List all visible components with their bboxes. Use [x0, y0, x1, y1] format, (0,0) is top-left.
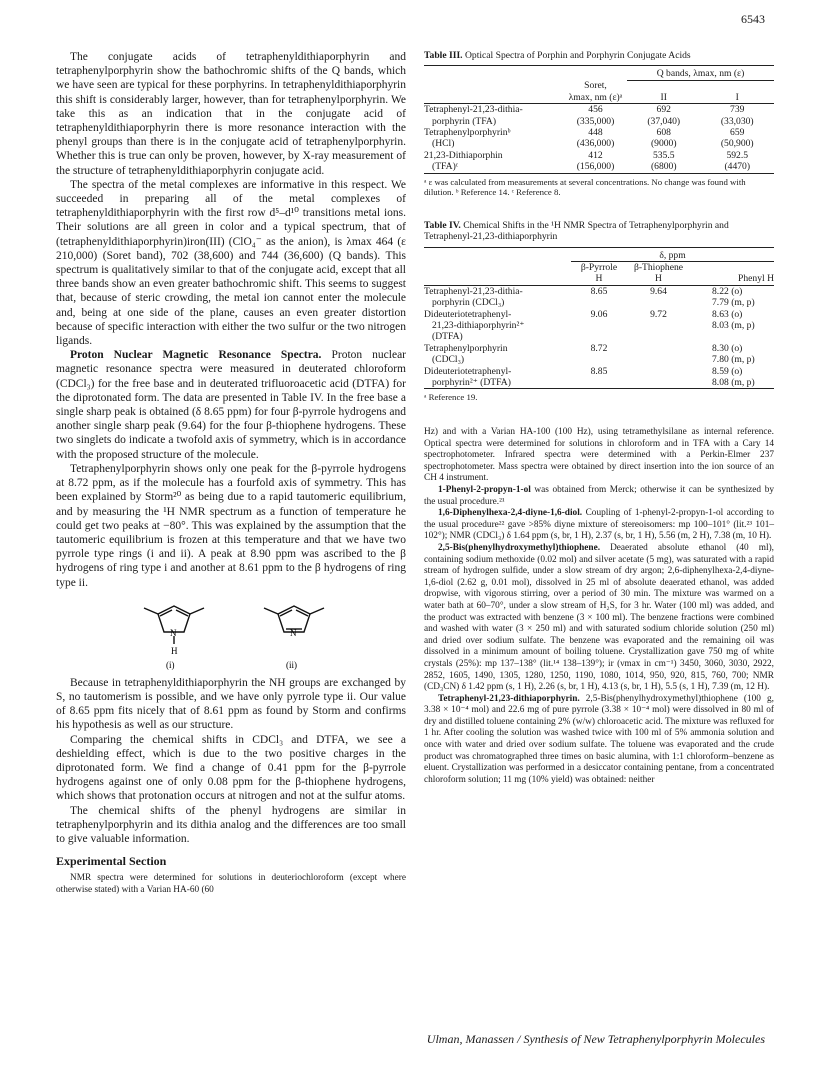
table-cell: 8.03 (m, p): [712, 320, 755, 331]
table-footnote: ᵃ ε was calculated from measurements at several concentrations. No change was found with dilution. ᵇ Reference 14. ᶜ Reference 8.: [424, 176, 746, 198]
compound-heading: 1-Phenyl-2-propyn-1-ol: [438, 485, 531, 495]
column-header: Q bands, λmax, nm (ε): [627, 66, 774, 80]
table-cell: 8.30 (o): [712, 342, 743, 354]
paragraph: [424, 485, 774, 508]
table-cell: 8.63 (o): [712, 308, 743, 320]
table-cell: Dideuteriotetraphenyl-: [424, 365, 512, 377]
table-cell: [627, 366, 690, 377]
table-cell: (HCl): [432, 138, 455, 150]
table-row: [424, 331, 774, 342]
table-label: Table III.: [424, 50, 463, 61]
table-cell: [571, 331, 627, 342]
table-cell: (156,000): [576, 161, 615, 173]
struct-ii-n: N: [290, 627, 297, 638]
column-header: Soret,: [584, 80, 607, 92]
right-column: [424, 50, 774, 786]
paragraph: [56, 348, 406, 462]
table-cell: [627, 343, 690, 354]
nmr-shifts-table: [424, 247, 774, 390]
table-cell: 21,23-Dithiaporphin: [424, 149, 503, 161]
table-cell: [627, 320, 690, 331]
column-header: I: [735, 91, 739, 103]
column-header: δ, ppm: [571, 247, 774, 261]
table-cell: (436,000): [576, 138, 615, 150]
paragraph: The spectra of the metal complexes are informative in this respect. We succeeded in preparing all of the metal complexes of tetraphenyldithiaporphyrin with the first row d⁵–d¹⁰ transitions metal ions. Their solutions are all green in color and a typical spectrum, that of (tetraphenyldithiaporphyrin)iron(III) (ClO₄⁻ as the anion), is λmax 464 (ε 210,000) (Soret band), 702 (38,600) and 744 (36,600) (Q bands). This spectrum is qualitatively similar to that of the conjugate acid, except that all three bands show an even greater bathochromic shift. This seems to suggest that, because of steric crowding, the metal ion cannot enter the molecule and, being at one side of the plane, causes an even greater distortion because of specific interaction with either the two sulfur or the two nitrogen ligands.: [56, 178, 406, 348]
table-row: [424, 104, 774, 116]
table-cell: Tetraphenyl-21,23-dithia-: [424, 104, 523, 116]
table-row: [424, 366, 774, 377]
paragraph: [424, 508, 774, 543]
paragraph: Comparing the chemical shifts in CDCl₃ and DTFA, we see a deshielding effect, which is due to the two positive charges in the diprotonated form. We find a change of 0.41 ppm for the β-pyrrole hydrogens against one of only 0.08 ppm for the β-thiophene hydrogens, which shows that protonation occurs at nitrogen and not at the sulfur atoms.: [56, 733, 406, 803]
table-cell: 9.06: [590, 308, 608, 320]
table-cell: 8.85: [590, 365, 608, 377]
column-header: H: [595, 273, 603, 285]
page-number: 6543: [741, 12, 765, 26]
table-cell: (6800): [650, 161, 677, 173]
table-cell: 692: [656, 104, 671, 116]
table-cell: 7.79 (m, p): [712, 297, 755, 309]
table-row: [424, 285, 774, 297]
table-cell: 7.80 (m, p): [712, 354, 755, 366]
table-cell: Dideuteriotetraphenyl-: [424, 308, 512, 320]
paragraph-text: Deaerated absolute ethanol (40 ml), containing sodium methoxide (0.02 mol) and silver acetate (5 mg), was saturated with a rapid stream of hydrogen sulfide, under a slow stream of dry argon; 2,6-diphenylhexa-2,4-diyne-1,6-diol (2.62 g, 0.01 mol), dissolved in 25 ml of absolute deaerated ethanol, was added dropwise, with vigorous stirring, over a period of 30 min. The mixture was warmed on a water bath at 60–70°, under a slow stream of H₂S, for 3 hr. Water (100 ml) was added, and the product was extracted with benzene (3 × 100 ml). The benzene fractions were combined and washed with water (3 × 250 ml) and with saturated sodium chloride solution (250 ml) and dried over sodium sulfate. The benzene was evaporated and the remaining oil was dissolved in a minimum amount of boiling toluene. Crystallization gave 750 mg of white crystals (25%): mp 137–138° (lit.¹⁴ 138–139°); ir (νmax in cm⁻¹) 3450, 3060, 3030, 2922, 2852, 1605, 1490, 1305, 1280, 1250, 1190, 1080, 1014, 950, 920, 815, 760, 700; NMR (CD₃CN) δ 1.42 ppm (s, 1 H), 2.26 (s, br, 1 H), 4.13 (s, br, 1 H), 5.5 (s, 1 H), 7.39 (m, 12 H).: [424, 542, 774, 693]
table-cell: 659: [730, 126, 745, 138]
table-cell: [571, 297, 627, 308]
table-cell: [571, 320, 627, 331]
table-cell: [627, 377, 690, 389]
compound-heading: 1,6-Diphenylhexa-2,4-diyne-1,6-diol.: [438, 508, 583, 519]
table-cell: (50,900): [720, 138, 754, 150]
table-cell: [690, 331, 774, 342]
table-iii: [424, 50, 774, 198]
paragraph: The chemical shifts of the phenyl hydrogens are similar in tetraphenylporphyrin and its dithia analog and the differences are too small to give valuable information.: [56, 804, 406, 845]
pyrrole-ring-diagrams: [56, 594, 406, 672]
struct-i-label: (i): [166, 659, 175, 670]
paragraph: [424, 543, 774, 694]
table-cell: Tetraphenylporphyrin: [424, 342, 508, 354]
table-cell: 9.64: [650, 285, 667, 297]
table-row: [424, 297, 774, 308]
table-title: [424, 50, 774, 61]
table-cell: [571, 377, 627, 389]
table-cell: (33,030): [720, 115, 754, 127]
table-row: [424, 309, 774, 320]
table-caption: Optical Spectra of Porphin and Porphyrin Conjugate Acids: [464, 50, 691, 61]
paragraph: Tetraphenylporphyrin shows only one peak for the β-pyrrole hydrogens at 8.72 ppm, as if the molecule has a fourfold axis of symmetry. This has been explained by Storm²⁰ as being due to a rapid tautomeric equilibrium, and by measuring the ¹H NMR spectrum as a function of temperature he could get two peaks at −80°. This was explained by the assumption that the tautomeric equilibrium is frozen at this temperature and that we have two pyrrole type rings (i and ii). A peak at 8.90 ppm was ascribed to the β hydrogens of ring type i and another at 8.61 ppm to the β hydrogens of ring type ii.: [56, 462, 406, 589]
table-cell: 8.08 (m, p): [712, 377, 755, 389]
table-cell: 8.22 (o): [712, 285, 743, 297]
table-cell: 535.5: [652, 149, 675, 161]
table-cell: [571, 354, 627, 365]
column-header: II: [660, 91, 667, 103]
paragraph-text: was obtained from Merck; otherwise it can be synthesized by the usual procedure.²¹: [424, 485, 774, 507]
table-cell: [627, 331, 690, 342]
column-header: λmax, nm (ε)ᵃ: [568, 91, 623, 103]
column-header: β-Pyrrole: [580, 261, 618, 273]
table-cell: 9.72: [650, 308, 667, 320]
table-cell: Tetraphenyl-21,23-dithia-: [424, 285, 523, 297]
paragraph: Hz) and with a Varian HA-100 (100 Hz), using tetramethylsilane as internal reference. Optical spectra were determined for solutions in chloroform and in TFA with a Cary 14 spectrophotometer. Infrared spectra were determined with a Perkin-Elmer 237 spectrophotometer. Mass spectra were obtained by direct insertion into the ion source of an CH 4 instrument.: [424, 427, 774, 484]
table-cell: 8.65: [590, 285, 608, 297]
table-iv: [424, 220, 774, 403]
column-header: β-Thiophene: [633, 261, 684, 273]
compound-heading: 2,5-Bis(phenylhydroxymethyl)thiophene.: [438, 542, 601, 553]
table-cell: (4470): [724, 161, 751, 173]
paragraph-text: Proton nuclear magnetic resonance spectra were measured in deuterated chloroform (CDCl₃) for the free base and in deuterated trifluoroacetic acid (DTFA) for the diprotonated form. The data are presented in Table IV. In the free base a single sharp peak is obtained (δ 8.65 ppm) for four β-pyrrole hydrogens and another single sharp peak (9.64) for the four β-thiophene hydrogens. These two singlets do indicate a twofold axis of symmetry, which is in accordance with the proposed structure of the molecule.: [56, 349, 406, 461]
table-row: [424, 161, 774, 173]
optical-spectra-table: [424, 65, 774, 173]
paragraph: [424, 694, 774, 787]
paragraph-text: Coupling of 1-phenyl-2-propyn-1-ol according to the usual procedure²² gave >85% diyne mixture of stereoisomers: mp 100–101° (lit.²³ 101–102°); NMR (CDCl₃) δ 1.64 ppm (s, br, 1 H), 2.37 (s, br, 1 H), 5.56 (m, 2 H), 7.38 (m, 10 H).: [424, 508, 774, 542]
table-cell: porphyrin (TFA): [432, 115, 497, 127]
table-cell: porphyrin²⁺ (DTFA): [432, 377, 511, 389]
section-run-head: Proton Nuclear Magnetic Resonance Spectra.: [70, 349, 322, 362]
table-cell: (335,000): [576, 115, 615, 127]
left-column: [56, 50, 406, 896]
table-cell: (37,040): [647, 115, 681, 127]
table-cell: [627, 297, 690, 308]
struct-i-n: N: [170, 627, 177, 638]
table-cell: (9000): [650, 138, 677, 150]
paragraph: NMR spectra were determined for solutions in deuteriochloroform (except where otherwise stated) with a Varian HA-60 (60: [56, 873, 406, 895]
struct-i-h: H: [171, 645, 178, 656]
pyrrole-structures: [56, 594, 406, 672]
table-cell: 21,23-dithiaporphyrin²⁺: [432, 320, 525, 331]
table-caption: Chemical Shifts in the ¹H NMR Spectra of Tetraphenylporphyrin and Tetraphenyl-21,23-dithiaporphyrin: [424, 219, 729, 243]
table-cell: 8.59 (o): [712, 365, 743, 377]
table-row: [424, 150, 774, 161]
table-cell: 456: [588, 104, 603, 116]
section-heading: Experimental Section: [56, 854, 167, 869]
struct-ii-label: (ii): [286, 659, 297, 670]
table-cell: 448: [588, 126, 603, 138]
table-cell: (CDCl₃): [432, 354, 465, 366]
table-cell: 592.5: [726, 149, 749, 161]
compound-heading: Tetraphenyl-21,23-dithiaporphyrin.: [438, 693, 580, 704]
paragraph: The conjugate acids of tetraphenyldithiaporphyrin and tetraphenylporphyrin show the bathochromic shifts of the Q bands, which we have seen are typical for these porphyrins. In tetraphenyldithiaporphyrin this shift is considerably larger, however, than for tetraphenylporphyrin. We take this as an indication that in the conjugate acid of tetraphenyldithiaporphyrin there is more resonance interaction with the phenyl groups than there is in the conjugate acid of tetraphenylporphyrin. Whether this is true can only be proven, however, by X-ray measurement of the structure of tetraphenyldithiaporphyrin conjugate acid.: [56, 51, 406, 177]
table-cell: [627, 354, 690, 365]
table-row: [424, 343, 774, 354]
paragraph-text: 2,5-Bis(phenylhydroxymethyl)thiophene (100 g, 3.38 × 10⁻⁴ mol) and 22.6 mg of pure pyrrole (3.38 × 10⁻⁴ mol) were dissolved in 80 ml of dry and distilled toluene containing 2% (w/w) chloroacetic acid. The mixture was refluxed for 1 hr. After cooling the solution was washed twice with 100 ml of 5% ammonia solution and once with water and dried over sodium sulfate. The toluene was evaporated and the crude product was chromatographed three times on basic alumina, with 1:1 chloroform–benzene as eluent. Crystallization was performed in a desiccator containing pentane, from a concentrated chloroform solution; 11 mg (10% yield) was obtained: neither: [424, 693, 774, 785]
table-cell: 8.72: [590, 342, 608, 354]
table-cell: Tetraphenylporphyrinᵇ: [424, 126, 511, 138]
table-row: [424, 127, 774, 138]
running-footer: Ulman, Manassen / Synthesis of New Tetraphenylporphyrin Molecules: [426, 1032, 765, 1046]
table-row: [424, 354, 774, 365]
table-row: [424, 138, 774, 149]
table-cell: 608: [656, 126, 671, 138]
pyrrole-ring-i: [144, 606, 204, 644]
column-header: Phenyl H: [738, 273, 774, 285]
table-cell: (TFA)ᶜ: [432, 161, 459, 173]
column-header: H: [655, 273, 662, 285]
table-row: [424, 377, 774, 389]
table-cell: (DTFA): [432, 331, 463, 343]
table-body: [424, 285, 774, 389]
table-footnote: ᵃ Reference 19.: [424, 392, 478, 403]
table-row: [424, 320, 774, 331]
table-body: [424, 104, 774, 173]
table-cell: 739: [730, 104, 745, 116]
table-title: [424, 220, 774, 243]
table-row: [424, 116, 774, 127]
table-cell: porphyrin (CDCl₃): [432, 297, 505, 309]
table-label: Table IV.: [424, 219, 461, 231]
table-cell: 412: [588, 149, 603, 161]
paragraph: Because in tetraphenyldithiaporphyrin the NH groups are exchanged by S, no tautomerism is possible, and we have only pyrrole type ii. Our value of 8.65 ppm fits nicely that of 8.61 ppm as found by Storm and confirms his hypothesis as well as our structure.: [56, 676, 406, 732]
